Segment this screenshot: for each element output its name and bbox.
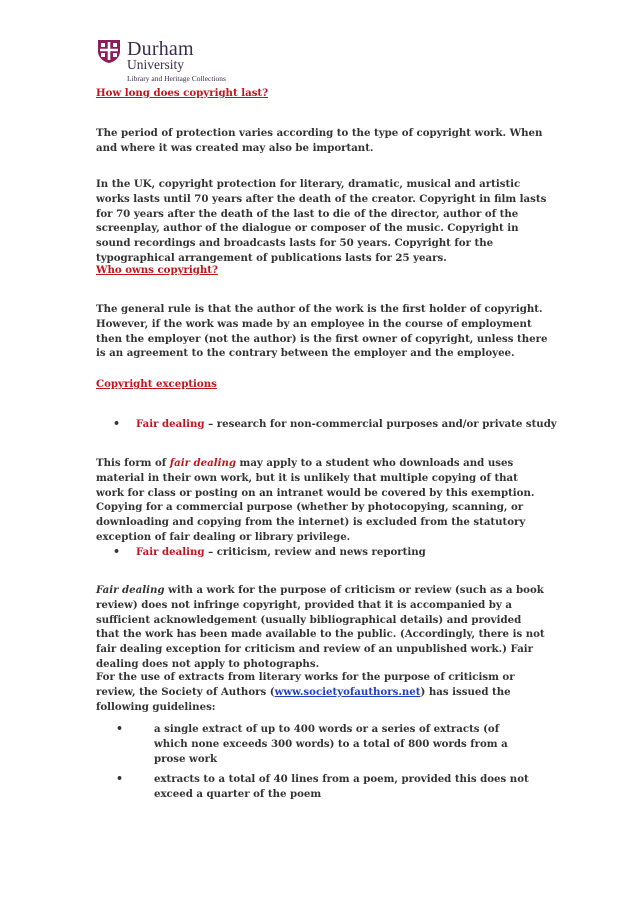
- logo-name: Durham: [127, 38, 194, 60]
- durham-logo: [96, 34, 256, 86]
- extracts-paragraph: For the use of extracts from literary works for the purpose of criticism or review, the Society of Authors (www.societyofauthors.net) has issued the following guidelines:: [96, 671, 515, 713]
- guideline-poem: [116, 772, 536, 802]
- guideline-prose: [116, 722, 536, 765]
- guideline-text: extracts to a total of 40 lines from a poem, provided this does not exceed a quarter of the poem: [154, 773, 529, 800]
- duration-intro: The period of protection varies according to the type of copyright work. When and where it was created may also be important.: [96, 127, 543, 154]
- bullet-icon: •: [113, 545, 121, 558]
- owner-body: The general rule is that the author of the work is the first holder of copyright. However, if the work was made by an employee in the course of employment then the employer (not the author) is the first owner of copyright, unless there is an agreement to the contrary between the employer and the employee.: [96, 303, 548, 360]
- logo-subtitle: University: [127, 57, 184, 72]
- duration-heading: How long does copyright last?: [96, 87, 269, 99]
- exceptions-heading: Copyright exceptions: [96, 378, 217, 390]
- university-crest-icon: [96, 38, 122, 64]
- bullet-text: Fair dealing – research for non-commercial purposes and/or private study: [136, 418, 557, 430]
- bullet-icon: •: [116, 722, 124, 735]
- fair-dealing-criticism-paragraph: Fair dealing with a work for the purpose of criticism or review (such as a book review) does not infringe copyright, provided that it is accompanied by a sufficient acknowledgement (usually bibliographical details) and provided that the work has been made available to the public. (Accordingly, there is not fair dealing exception for criticism and review of an unpublished work.) Fair dealing does not apply to photographs.: [96, 584, 545, 670]
- owner-heading: Who owns copyright?: [96, 264, 218, 276]
- duration-body: In the UK, copyright protection for literary, dramatic, musical and artistic works lasts until 70 years after the death of the creator. Copyright in film lasts for 70 years after the death of the last to die of the director, author of the screenplay, author of the dialogue or composer of the music. Copyright in sound recordings and broadcasts lasts for 50 years. Copyright for the typographical arrangement of publications lasts for 25 years.: [96, 178, 547, 264]
- logo-tagline: Library and Heritage Collections: [127, 74, 226, 83]
- fair-dealing-student-paragraph: This form of fair dealing may apply to a student who downloads and uses material in their own work, but it is unlikely that multiple copying of that work for class or posting on an intranet would be covered by this exemption. Copying for a commercial purpose (whether by photocopying, scanning, or downloading and copying from the internet) is excluded from the statutory exception of fair dealing or library privilege.: [96, 457, 535, 543]
- bullet-icon: •: [113, 417, 121, 430]
- bullet-text: Fair dealing – criticism, review and news reporting: [136, 546, 426, 558]
- bullet-criticism: [113, 545, 533, 560]
- guideline-text: a single extract of up to 400 words or a series of extracts (of which none exceeds 300 words) to a total of 800 words from a prose work: [154, 723, 508, 765]
- bullet-icon: •: [116, 772, 124, 785]
- society-of-authors-link[interactable]: www.societyofauthors.net: [274, 685, 421, 698]
- bullet-research: [113, 417, 557, 432]
